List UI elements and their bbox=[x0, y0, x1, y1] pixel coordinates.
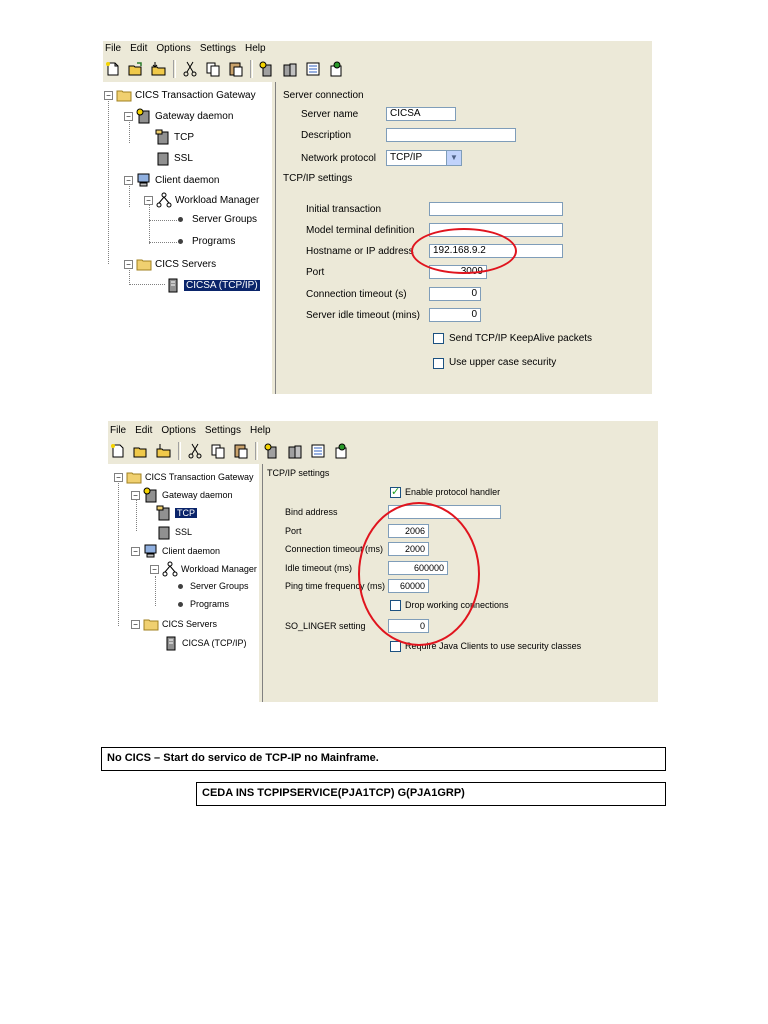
toolbar bbox=[103, 57, 652, 81]
toolbar-separator bbox=[255, 442, 258, 460]
description-label: Description bbox=[301, 130, 352, 141]
highlight-circle bbox=[358, 502, 480, 646]
chevron-down-icon[interactable]: ▼ bbox=[446, 151, 461, 165]
folder-icon bbox=[116, 87, 132, 103]
enable-protocol-handler-label: Enable protocol handler bbox=[405, 487, 501, 497]
tree-item-gateway-daemon[interactable] bbox=[124, 108, 233, 124]
connection-timeout-field[interactable]: 0 bbox=[429, 287, 481, 301]
port-field[interactable]: 3009 bbox=[429, 265, 487, 279]
connection-timeout-field[interactable]: 2000 bbox=[388, 542, 429, 556]
help-icon[interactable] bbox=[326, 59, 346, 79]
tree-item-server-groups[interactable] bbox=[178, 581, 249, 591]
idle-timeout-field[interactable]: 600000 bbox=[388, 561, 448, 575]
cut-icon[interactable] bbox=[180, 59, 200, 79]
tree-label-cics-servers: CICS Servers bbox=[162, 619, 218, 629]
ping-frequency-label: Ping time frequency (ms) bbox=[285, 581, 386, 591]
keepalive-label: Send TCP/IP KeepAlive packets bbox=[449, 333, 593, 344]
menu-options[interactable]: Options bbox=[156, 42, 191, 54]
tree-item-cicsa[interactable] bbox=[163, 635, 247, 651]
hostname-label: Hostname or IP address bbox=[306, 246, 414, 257]
network-icon bbox=[156, 192, 172, 208]
folder-icon bbox=[126, 469, 142, 485]
config-tool-window-1 bbox=[103, 41, 652, 394]
port-label: Port bbox=[306, 267, 325, 278]
uppercase-security-label: Use upper case security bbox=[449, 357, 557, 368]
initial-transaction-field[interactable] bbox=[429, 202, 563, 216]
protocol-icon bbox=[155, 129, 171, 145]
bullet-icon bbox=[178, 217, 183, 222]
note-box-2: CEDA INS TCPIPSERVICE(PJA1TCP) G(PJA1GRP) bbox=[196, 782, 666, 806]
copy-icon[interactable] bbox=[203, 59, 223, 79]
uppercase-security-checkbox[interactable] bbox=[433, 358, 444, 369]
tree-label-root: CICS Transaction Gateway bbox=[135, 89, 256, 101]
collapse-icon[interactable]: − bbox=[144, 196, 153, 205]
hostname-field[interactable]: 192.168.9.2 bbox=[429, 244, 563, 258]
tree-item-programs[interactable] bbox=[178, 599, 229, 609]
open-icon[interactable] bbox=[126, 59, 146, 79]
settings-panel bbox=[264, 464, 658, 702]
add-server-icon[interactable] bbox=[285, 441, 305, 461]
computer-icon bbox=[143, 543, 159, 559]
collapse-icon[interactable]: − bbox=[131, 620, 140, 629]
pane-splitter[interactable] bbox=[271, 82, 276, 394]
paste-icon[interactable] bbox=[226, 59, 246, 79]
connection-timeout-label: Connection timeout (ms) bbox=[285, 544, 384, 554]
tree-item-gateway-daemon[interactable] bbox=[131, 487, 233, 503]
tree-item-tcp[interactable] bbox=[156, 505, 197, 521]
bind-address-label: Bind address bbox=[285, 507, 338, 517]
network-protocol-select[interactable] bbox=[386, 150, 462, 166]
idle-timeout-label: Idle timeout (ms) bbox=[285, 563, 353, 573]
tree-label-client-daemon: Client daemon bbox=[155, 174, 220, 186]
gateway-icon bbox=[136, 108, 152, 124]
new-icon[interactable] bbox=[108, 441, 128, 461]
initial-transaction-label: Initial transaction bbox=[306, 204, 382, 215]
model-terminal-label: Model terminal definition bbox=[306, 225, 415, 236]
tree-label-gateway-daemon: Gateway daemon bbox=[162, 490, 233, 500]
highlight-circle bbox=[411, 228, 517, 274]
tree-label-server-groups: Server Groups bbox=[192, 214, 258, 225]
protocol-icon bbox=[156, 505, 172, 521]
collapse-icon[interactable]: − bbox=[131, 547, 140, 556]
tree-label-gateway-daemon: Gateway daemon bbox=[155, 110, 234, 122]
so-linger-label: SO_LINGER setting bbox=[285, 621, 366, 631]
tree-item-cics-servers[interactable] bbox=[131, 616, 217, 632]
tree-label-workload-manager: Workload Manager bbox=[175, 194, 260, 206]
collapse-icon[interactable]: − bbox=[104, 91, 113, 100]
menu-help[interactable]: Help bbox=[244, 42, 266, 54]
collapse-icon[interactable]: − bbox=[131, 491, 140, 500]
tree-pane bbox=[108, 464, 259, 702]
bullet-icon bbox=[178, 584, 183, 589]
collapse-icon[interactable]: − bbox=[150, 565, 159, 574]
menu-edit[interactable]: Edit bbox=[135, 424, 153, 436]
help-icon[interactable] bbox=[331, 441, 351, 461]
tree-item-tcp[interactable] bbox=[155, 129, 194, 145]
tree-label-programs: Programs bbox=[192, 236, 236, 247]
tree-item-workload-manager[interactable] bbox=[150, 561, 257, 577]
tree-label-server-groups: Server Groups bbox=[190, 581, 249, 591]
connection-timeout-label: Connection timeout (s) bbox=[306, 289, 407, 300]
enable-protocol-handler-checkbox[interactable] bbox=[390, 487, 401, 498]
server-icon bbox=[163, 635, 179, 651]
properties-icon[interactable] bbox=[303, 59, 323, 79]
gateway-icon bbox=[143, 487, 159, 503]
import-icon[interactable] bbox=[149, 59, 169, 79]
network-protocol-label: Network protocol bbox=[301, 153, 377, 164]
tree-label-workload-manager: Workload Manager bbox=[181, 564, 257, 574]
tree-item-server-groups[interactable] bbox=[178, 214, 257, 225]
paste-icon[interactable] bbox=[231, 441, 251, 461]
collapse-icon[interactable]: − bbox=[124, 260, 133, 269]
keepalive-checkbox[interactable] bbox=[433, 333, 444, 344]
folder-icon bbox=[136, 256, 152, 272]
network-protocol-value: TCP/IP bbox=[390, 152, 423, 163]
tree-label-cicsa: CICSA (TCP/IP) bbox=[186, 279, 258, 291]
cut-icon[interactable] bbox=[185, 441, 205, 461]
collapse-icon[interactable]: − bbox=[114, 473, 123, 482]
note-box-1: No CICS – Start do servico de TCP-IP no Mainframe. bbox=[101, 747, 666, 771]
toolbar-separator bbox=[173, 60, 176, 78]
menu-file[interactable]: File bbox=[110, 424, 127, 436]
tree-item-ssl[interactable] bbox=[156, 524, 192, 540]
server-name-field[interactable]: CICSA bbox=[386, 107, 456, 121]
tree-label-root: CICS Transaction Gateway bbox=[145, 472, 254, 482]
protocol-icon bbox=[156, 524, 172, 540]
tree-item-workload-manager[interactable] bbox=[144, 192, 259, 208]
menu-settings[interactable]: Settings bbox=[199, 42, 236, 54]
menu-file[interactable]: File bbox=[105, 42, 122, 54]
tree-label-ssl: SSL bbox=[174, 152, 193, 164]
server-idle-timeout-label: Server idle timeout (mins) bbox=[306, 310, 420, 321]
tree-pane bbox=[103, 82, 272, 394]
bullet-icon bbox=[178, 239, 183, 244]
tree-item-cicsa[interactable] bbox=[165, 277, 260, 293]
properties-icon[interactable] bbox=[308, 441, 328, 461]
description-field[interactable] bbox=[386, 128, 516, 142]
new-icon[interactable] bbox=[103, 59, 123, 79]
tree-label-client-daemon: Client daemon bbox=[162, 546, 221, 556]
pane-splitter[interactable] bbox=[258, 464, 263, 702]
collapse-icon[interactable]: − bbox=[124, 176, 133, 185]
tree-root[interactable] bbox=[114, 469, 254, 485]
config-tool-window-2 bbox=[108, 421, 658, 702]
tree-item-client-daemon[interactable] bbox=[131, 543, 220, 559]
tree-item-ssl[interactable] bbox=[155, 150, 193, 166]
tree-label-cics-servers: CICS Servers bbox=[155, 258, 217, 270]
open-icon[interactable] bbox=[131, 441, 151, 461]
so-linger-field[interactable]: 0 bbox=[388, 619, 429, 633]
server-name-label: Server name bbox=[301, 109, 359, 120]
menu-settings[interactable]: Settings bbox=[204, 424, 241, 436]
section-tcpip-settings: TCP/IP settings bbox=[283, 173, 353, 184]
server-idle-timeout-field[interactable]: 0 bbox=[429, 308, 481, 322]
computer-icon bbox=[136, 172, 152, 188]
port-label: Port bbox=[285, 526, 302, 536]
tree-label-programs: Programs bbox=[190, 599, 230, 609]
toolbar bbox=[108, 439, 658, 463]
menu-options[interactable]: Options bbox=[161, 424, 196, 436]
menu-bar bbox=[103, 41, 652, 55]
require-java-security-label: Require Java Clients to use security classes bbox=[405, 641, 582, 651]
add-gateway-icon[interactable] bbox=[257, 59, 277, 79]
drop-connections-label: Drop working connections bbox=[405, 600, 509, 610]
folder-icon bbox=[143, 616, 159, 632]
copy-icon[interactable] bbox=[208, 441, 228, 461]
ping-frequency-field[interactable]: 60000 bbox=[388, 579, 429, 593]
require-java-security-checkbox[interactable] bbox=[390, 641, 401, 652]
menu-edit[interactable]: Edit bbox=[130, 42, 148, 54]
tree-label-cicsa: CICSA (TCP/IP) bbox=[182, 638, 247, 648]
tree-item-client-daemon[interactable] bbox=[124, 172, 219, 188]
section-tcpip-settings: TCP/IP settings bbox=[267, 468, 330, 478]
menu-bar bbox=[108, 423, 658, 437]
network-icon bbox=[162, 561, 178, 577]
protocol-icon bbox=[155, 150, 171, 166]
menu-help[interactable]: Help bbox=[249, 424, 271, 436]
toolbar-separator bbox=[250, 60, 253, 78]
settings-panel bbox=[277, 82, 652, 394]
tree-item-cics-servers[interactable] bbox=[124, 256, 216, 272]
server-icon bbox=[165, 277, 181, 293]
tree-root[interactable] bbox=[104, 87, 256, 103]
tree-item-programs[interactable] bbox=[178, 236, 235, 247]
toolbar-separator bbox=[178, 442, 181, 460]
section-server-connection: Server connection bbox=[283, 90, 364, 101]
add-server-icon[interactable] bbox=[280, 59, 300, 79]
tree-label-tcp: TCP bbox=[174, 131, 194, 143]
collapse-icon[interactable]: − bbox=[124, 112, 133, 121]
tree-label-ssl: SSL bbox=[175, 527, 193, 537]
tree-label-tcp: TCP bbox=[177, 508, 195, 518]
port-field[interactable]: 2006 bbox=[388, 524, 429, 538]
import-icon[interactable] bbox=[154, 441, 174, 461]
add-gateway-icon[interactable] bbox=[262, 441, 282, 461]
bullet-icon bbox=[178, 602, 183, 607]
